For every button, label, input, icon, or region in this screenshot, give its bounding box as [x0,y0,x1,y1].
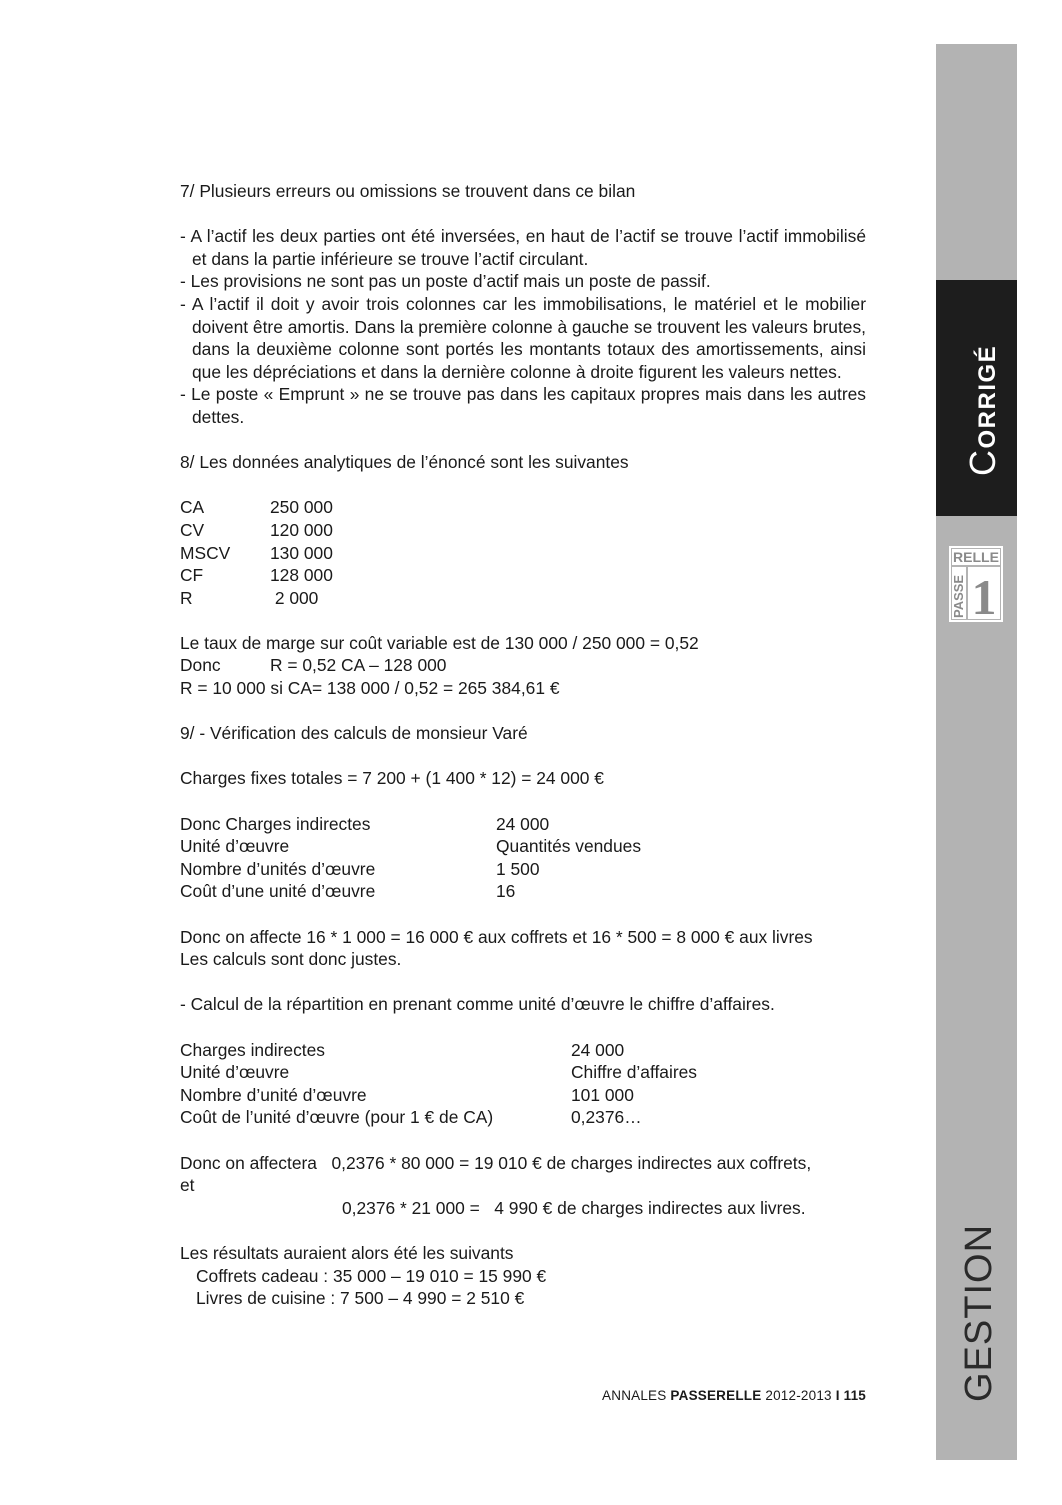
q9-table2-value: 0,2376… [571,1107,642,1128]
q9-table2-label: Charges indirectes [180,1039,325,1060]
q8-taux-line: Le taux de marge sur coût variable est de 130 000 / 250 000 = 0,52 [180,632,699,653]
q7-bullet: - Le poste « Emprunt » ne se trouve pas dans les capitaux propres mais dans les autres dettes. [180,384,866,427]
footer-separator: I [835,1388,840,1403]
q8-row [180,587,866,610]
q9-charges-line: Charges fixes totales = 7 200 + (1 400 * 12) = 24 000 € [180,768,604,789]
q9-resultats-title: Les résultats auraient alors été les suivants [180,1242,514,1263]
footer-year: 2012-2013 [761,1388,836,1403]
q8-donc-label: Donc [180,655,221,676]
q9-table2-label: Unité d’œuvre [180,1062,290,1083]
q9-table2-label: Nombre d’unité d’œuvre [180,1084,367,1105]
q8-result-line: R = 10 000 si CA= 138 000 / 0,52 = 265 384,61 € [180,678,560,699]
q9-affectera-line: Donc on affectera 0,2376 * 80 000 = 19 010 € de charges indirectes aux coffrets, [180,1152,812,1173]
q8-donc-value: R = 0,52 CA – 128 000 [270,655,447,676]
svg-text:RELLE: RELLE [953,549,999,565]
svg-text:PASSE: PASSE [951,574,966,618]
q9-table1-row [180,813,866,836]
q8-row-value: 2 000 [270,587,319,608]
q7-bullet: - Les provisions ne sont pas un poste d’actif mais un poste de passif. [180,271,711,292]
q7-bullet: - A l’actif les deux parties ont été inversées, en haut de l’actif se trouve l’actif immobilisé et dans la partie inférieure se trouve l’actif circulant. [180,226,866,269]
q9-title: 9/ - Vérification des calculs de monsieur Varé [180,723,528,744]
q8-row [180,496,866,519]
q9-table2-row [180,1039,866,1062]
q8-row-value: 128 000 [270,565,333,586]
q8-row-label: CF [180,565,204,586]
q9-table1-value: 1 500 [496,858,540,879]
q9-table2-row [180,1061,866,1084]
q9-table2-value: Chiffre d’affaires [571,1062,697,1083]
passerelle-1-logo [949,546,1003,622]
q9-affectera-et: et [180,1175,195,1196]
q9-resultat-line: Coffrets cadeau : 35 000 – 19 010 = 15 990 € [196,1265,547,1286]
q9-table1-value: 16 [496,881,516,902]
q8-row [180,564,866,587]
q9-table1-label: Unité d’œuvre [180,836,290,857]
q9-table1-label: Coût d’une unité d’œuvre [180,881,376,902]
q8-row [180,519,866,542]
q8-row-label: CV [180,519,205,540]
q7-title: 7/ Plusieurs erreurs ou omissions se trouvent dans ce bilan [180,181,636,201]
q7-bullet: - A l’actif il doit y avoir trois colonnes car les immobilisations, le matériel et le mobilier doivent être amortis. Dans la première colonne à gauche se trouvent les valeurs brutes, dans la deuxième colonne sont portés les montants totaux des amortissements, ainsi que les dépréciations et dans la dernière colonne à droite figurent les valeurs nettes. [180,293,866,382]
q9-table2-row [180,1106,866,1129]
q8-row-label: MSCV [180,542,231,563]
page-number: 115 [839,1388,866,1403]
corrige-label: CORRIGÉ [962,344,1003,476]
q9-table1-value: 24 000 [496,813,550,834]
q9-table2-value: 24 000 [571,1039,625,1060]
section-label-gestion: GESTION [958,1223,1000,1402]
q8-row-label: CA [180,497,205,518]
q9-justes-line: Les calculs sont donc justes. [180,949,402,970]
q9-table1-label: Nombre d’unités d’œuvre [180,858,376,879]
q9-table1-row [180,880,866,903]
svg-text:1: 1 [971,569,997,622]
page-content [180,180,866,1310]
q8-row [180,542,866,565]
q9-table1-label: Donc Charges indirectes [180,813,371,834]
q9-affectera-line2: 0,2376 * 21 000 = 4 990 € de charges indirectes aux livres. [342,1197,806,1218]
q9-affecte-line: Donc on affecte 16 * 1 000 = 16 000 € aux coffrets et 16 * 500 = 8 000 € aux livres [180,926,813,947]
q8-row-label: R [180,587,193,608]
footer-brand: PASSERELLE [670,1388,762,1403]
q9-resultat-line: Livres de cuisine : 7 500 – 4 990 = 2 510 € [196,1288,525,1309]
q9-table2-row [180,1084,866,1107]
q9-table2-label: Coût de l’unité d’œuvre (pour 1 € de CA) [180,1107,494,1128]
footer-prefix: ANNALES [602,1388,671,1403]
q9-table1-row [180,835,866,858]
q9-table1-value: Quantités vendues [496,836,642,857]
q8-row-value: 120 000 [270,519,333,540]
q9-table2-value: 101 000 [571,1084,634,1105]
page-footer [602,1388,866,1403]
q9-calcul-line: - Calcul de la répartition en prenant comme unité d’œuvre le chiffre d’affaires. [180,994,775,1015]
q9-table1-row [180,858,866,881]
q8-row-value: 250 000 [270,497,333,518]
q8-donc-row [180,654,866,677]
q8-row-value: 130 000 [270,542,333,563]
q8-title: 8/ Les données analytiques de l’énoncé sont les suivantes [180,452,629,473]
